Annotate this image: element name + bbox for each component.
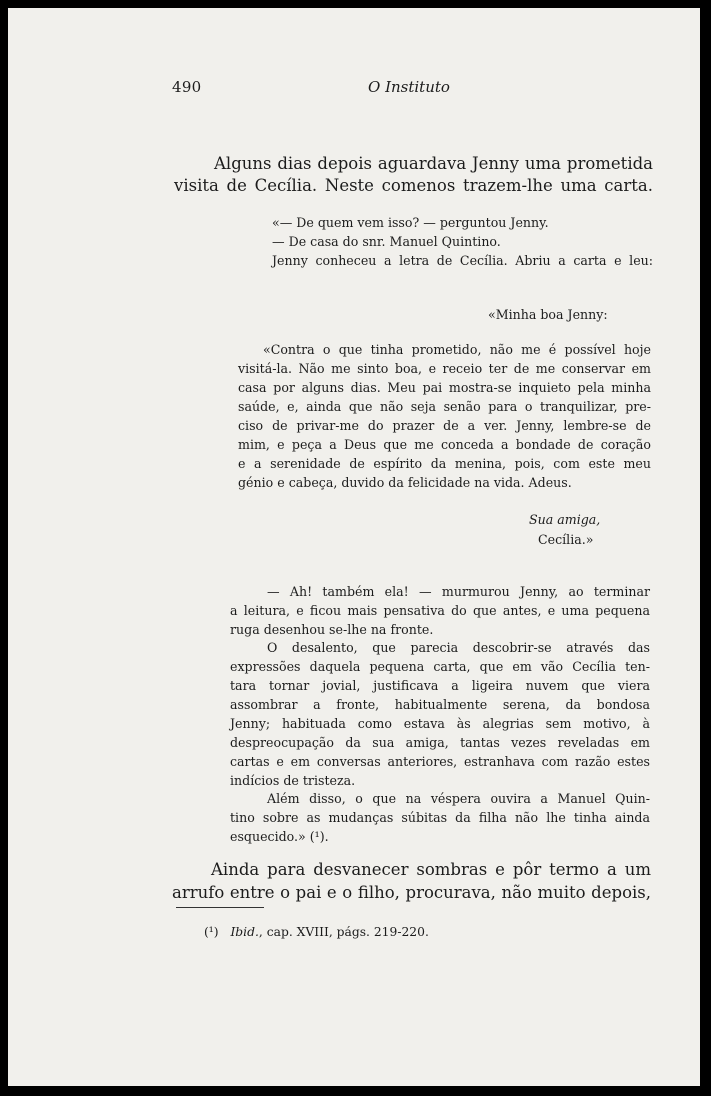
para1-line: Alguns dias depois aguardava Jenny uma prometida [214,154,653,173]
book-page [8,8,700,1086]
footnote-rule [176,907,264,908]
para5-line: Ainda para desvanecer sombras e pôr termo a um [211,860,651,879]
para3-line: cartas e em conversas anteriores, estranhava com razão estes [230,754,650,769]
footnote-ref: Ibid. [230,925,259,939]
letter-line: casa por alguns dias. Meu pai mostra-se inquieto pela minha [238,380,651,395]
para2-line: — Ah! também ela! — murmurou Jenny, ao terminar [267,584,650,599]
dialog-line: «— De quem vem isso? — perguntou Jenny. [272,215,549,230]
letter-signature: Cecília.» [538,532,594,547]
para3-line: indícios de tristeza. [230,773,356,788]
para3-line: assombrar a fronte, habitualmente serena, da bondosa [230,697,650,712]
letter-line: mim, e peça a Deus que me conceda a bondade de coração [238,437,651,452]
letter-closing: Sua amiga, [529,512,601,527]
letter-salutation: «Minha boa Jenny: [488,307,608,322]
para3-line: O desalento, que parecia descobrir-se através das [267,640,650,655]
para5-line: arrufo entre o pai e o filho, procurava, não muito depois, [172,883,651,902]
para3-line: Jenny; habituada como estava às alegrias sem motivo, à [230,716,650,731]
dialog-line: — De casa do snr. Manuel Quintino. [272,234,501,249]
page-number: 490 [172,78,202,96]
footnote-citation: , cap. XVIII, págs. 219-220. [258,925,429,939]
letter-line: visitá-la. Não me sinto boa, e receio ter de me conservar em [238,361,651,376]
para3-line: despreocupação da sua amiga, tantas vezes reveladas em [230,735,650,750]
running-title: O Instituto [368,78,450,96]
letter-line: e a serenidade de espírito da menina, pois, com este meu [238,456,651,471]
para2-line: ruga desenhou se-lhe na fronte. [230,622,434,637]
para4-line: Além disso, o que na véspera ouvira a Manuel Quin- [267,791,650,806]
para4-line: tino sobre as mudanças súbitas da filha não lhe tinha ainda [230,810,650,825]
para3-line: tara tornar jovial, justificava a ligeira nuvem que viera [230,678,650,693]
page-header [8,78,700,102]
letter-line: ciso de privar-me do prazer de a ver. Jenny, lembre-se de [238,418,651,433]
footnote-marker: (¹) [204,925,219,939]
footnote [204,925,429,939]
dialog-line: Jenny conheceu a letra de Cecília. Abriu a carta e leu: [272,253,653,268]
letter-line: génio e cabeça, duvido da felicidade na vida. Adeus. [238,475,572,490]
letter-line: «Contra o que tinha prometido, não me é possível hoje [263,342,651,357]
para1-line: visita de Cecília. Neste comenos trazem-lhe uma carta. [174,176,653,195]
para4-line: esquecido.» (¹). [230,829,329,844]
letter-line: saúde, e, ainda que não seja senão para o tranquilizar, pre- [238,399,651,414]
para3-line: expressões daquela pequena carta, que em vão Cecília ten- [230,659,650,674]
para2-line: a leitura, e ficou mais pensativa do que antes, e uma pequena [230,603,650,618]
